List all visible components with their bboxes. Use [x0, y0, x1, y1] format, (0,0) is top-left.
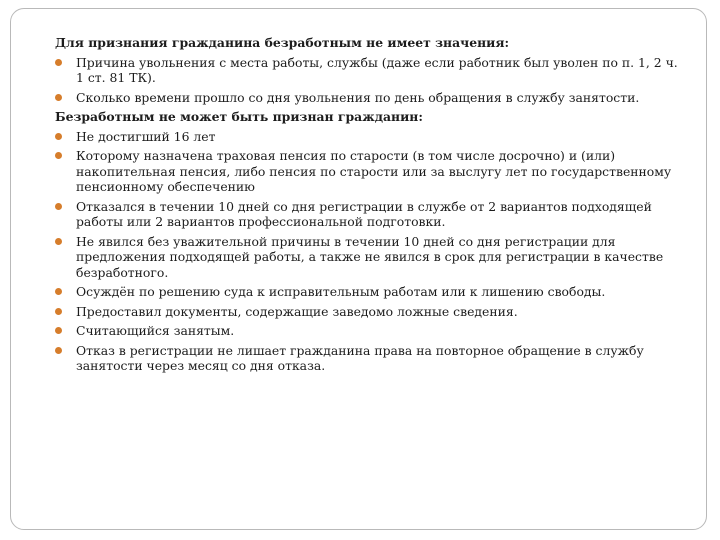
slide-content — [55, 35, 685, 378]
list-item — [55, 199, 685, 230]
list-item — [55, 90, 685, 106]
list-item-text: Которому назначена траховая пенсия по старости (в том числе досрочно) и (или) накопительная пенсия, либо пенсия по старости или за выслугу лет по государственному пенсионному обеспечению — [76, 148, 672, 194]
list-item — [55, 284, 685, 300]
bullet-icon — [55, 288, 62, 295]
list-item-text: Осуждён по решению суда к исправительным работам или к лишению свободы. — [76, 284, 606, 299]
list-cannot-be-unemployed — [55, 129, 685, 374]
list-item-text: Не достигший 16 лет — [76, 128, 216, 144]
bullet-icon — [55, 59, 62, 66]
list-item-text: Сколько времени прошло со дня увольнения по день обращения в службу занятости. — [76, 89, 640, 105]
bullet-icon — [55, 308, 62, 315]
list-item-text: Считающийся занятым. — [76, 323, 235, 338]
list-item — [55, 234, 685, 281]
list-item-text: Предоставил документы, содержащие заведомо ложные сведения. — [76, 303, 518, 319]
bullet-icon — [55, 203, 62, 210]
list-item-text: Не явился без уважительной причины в течении 10 дней со дня регистрации для предложения подходящей работы, а также не явился в срок для регистрации в качестве безработного. — [76, 233, 664, 280]
list-item — [55, 148, 685, 195]
bullet-icon — [55, 327, 62, 334]
bullet-icon — [55, 133, 62, 140]
list-item — [55, 304, 685, 320]
bullet-icon — [55, 347, 62, 354]
list-item-text: Отказался в течении 10 дней со дня регистрации в службе от 2 вариантов подходящей работы или 2 вариантов профессиональной подготовки. — [76, 198, 652, 229]
section-heading-irrelevant-factors: Для признания гражданина безработным не имеет значения: — [55, 35, 510, 50]
bullet-icon — [55, 94, 62, 101]
list-item — [55, 55, 685, 86]
list-item — [55, 343, 685, 374]
list-item — [55, 323, 685, 339]
list-item-text: Причина увольнения с места работы, службы (даже если работник был уволен по п. 1, 2 ч. 1 ст. 81 ТК). — [76, 54, 678, 85]
list-item-text: Отказ в регистрации не лишает гражданина права на повторное обращение в службу занятости через месяц со дня отказа. — [76, 342, 644, 373]
list-irrelevant-factors — [55, 55, 685, 106]
section-heading-cannot-be-unemployed: Безработным не может быть признан гражданин: — [55, 109, 423, 124]
bullet-icon — [55, 238, 62, 245]
bullet-icon — [55, 152, 62, 159]
list-item — [55, 129, 685, 145]
